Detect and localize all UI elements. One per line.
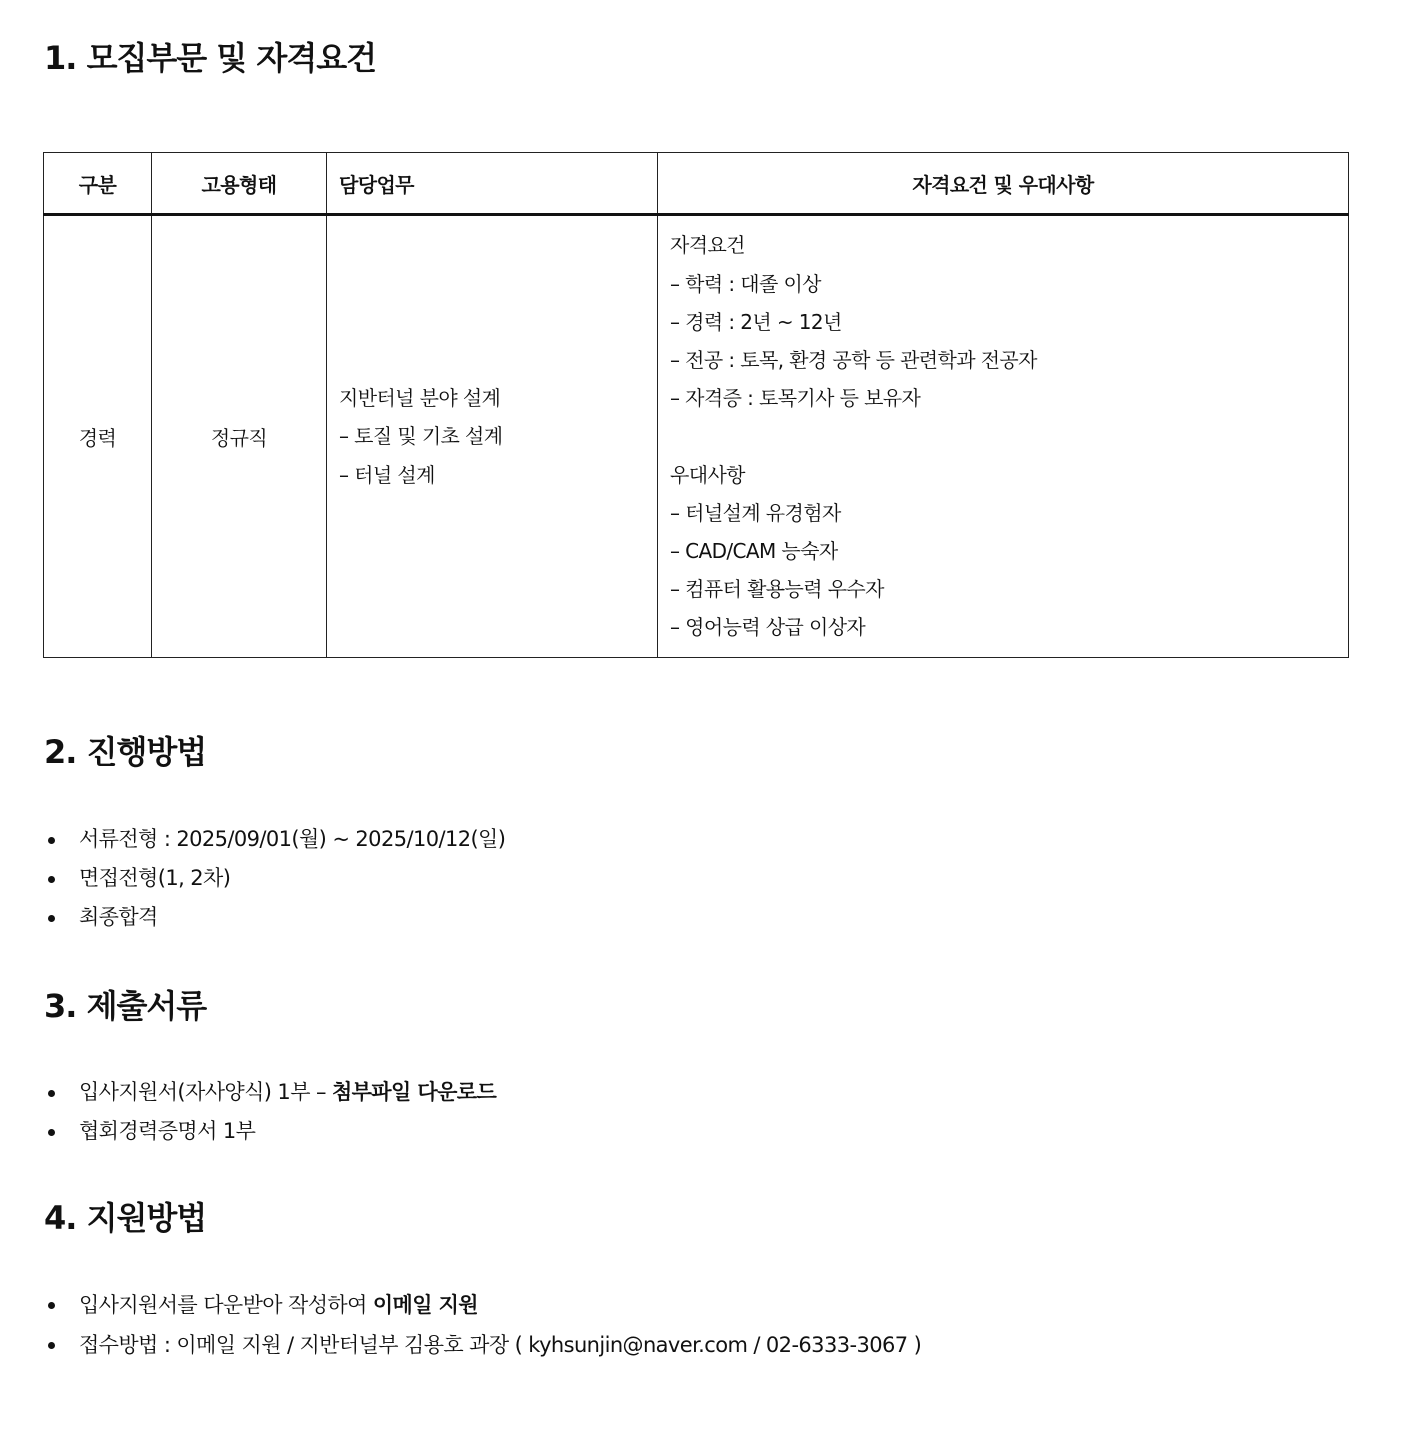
list-item — [44, 1073, 496, 1112]
requirement-line: – 전공 : 토목, 환경 공학 등 관련학과 전공자 — [670, 348, 1037, 372]
table-header-row — [44, 153, 1349, 215]
email-apply-emphasis: 이메일 지원 — [372, 1293, 478, 1317]
table-row — [44, 215, 1349, 658]
cell-employment-type: 정규직 — [152, 215, 327, 658]
header-duties: 담당업무 — [327, 153, 658, 215]
apply-item-text: 입사지원서를 다운받아 작성하여 — [79, 1293, 373, 1317]
list-item — [44, 1285, 921, 1325]
list-item: 협회경력증명서 1부 — [44, 1112, 496, 1151]
requirement-line: – 학력 : 대졸 이상 — [670, 271, 821, 296]
section-title-documents: 3. 제출서류 — [44, 987, 207, 1025]
requirement-line: – 경력 : 2년 ~ 12년 — [670, 309, 842, 334]
duty-line: – 터널 설계 — [339, 462, 435, 487]
header-requirements: 자격요건 및 우대사항 — [658, 153, 1349, 215]
section-title-recruitment: 1. 모집부문 및 자격요건 — [44, 39, 377, 77]
requirements-heading: 자격요건 — [670, 233, 745, 258]
list-item: 접수방법 : 이메일 지원 / 지반터널부 김용호 과장 ( kyhsunjin@naver.com / 02-6333-3067 ) — [44, 1325, 921, 1365]
list-item: 면접전형(1, 2차) — [44, 859, 505, 898]
list-item: 최종합격 — [44, 898, 505, 937]
header-employment-type: 고용형태 — [152, 153, 327, 215]
duty-line: 지반터널 분야 설계 — [339, 386, 501, 411]
cell-requirements — [658, 215, 1349, 658]
preference-line: – 컴퓨터 활용능력 우수자 — [670, 577, 884, 602]
preference-line: – CAD/CAM 능숙자 — [670, 539, 838, 563]
preferences-heading: 우대사항 — [670, 462, 745, 487]
process-list — [44, 820, 505, 937]
preference-line: – 영어능력 상급 이상자 — [670, 615, 866, 640]
apply-list — [44, 1285, 921, 1365]
cell-duties — [327, 215, 658, 658]
cell-category: 경력 — [44, 215, 152, 658]
section-title-process: 2. 진행방법 — [44, 733, 207, 771]
header-category: 구분 — [44, 153, 152, 215]
preference-line: – 터널설계 유경험자 — [670, 500, 841, 525]
spacer — [670, 417, 1348, 455]
document-item-text: 입사지원서(자사양식) 1부 – — [79, 1080, 332, 1104]
list-item: 서류전형 : 2025/09/01(월) ~ 2025/10/12(일) — [44, 820, 505, 859]
attachment-download-link[interactable]: 첨부파일 다운로드 — [331, 1080, 497, 1104]
duty-line: – 토질 및 기초 설계 — [339, 424, 503, 449]
requirement-line: – 자격증 : 토목기사 등 보유자 — [670, 386, 921, 411]
recruitment-table — [43, 152, 1349, 658]
documents-list — [44, 1073, 496, 1151]
section-title-apply: 4. 지원방법 — [44, 1199, 207, 1237]
